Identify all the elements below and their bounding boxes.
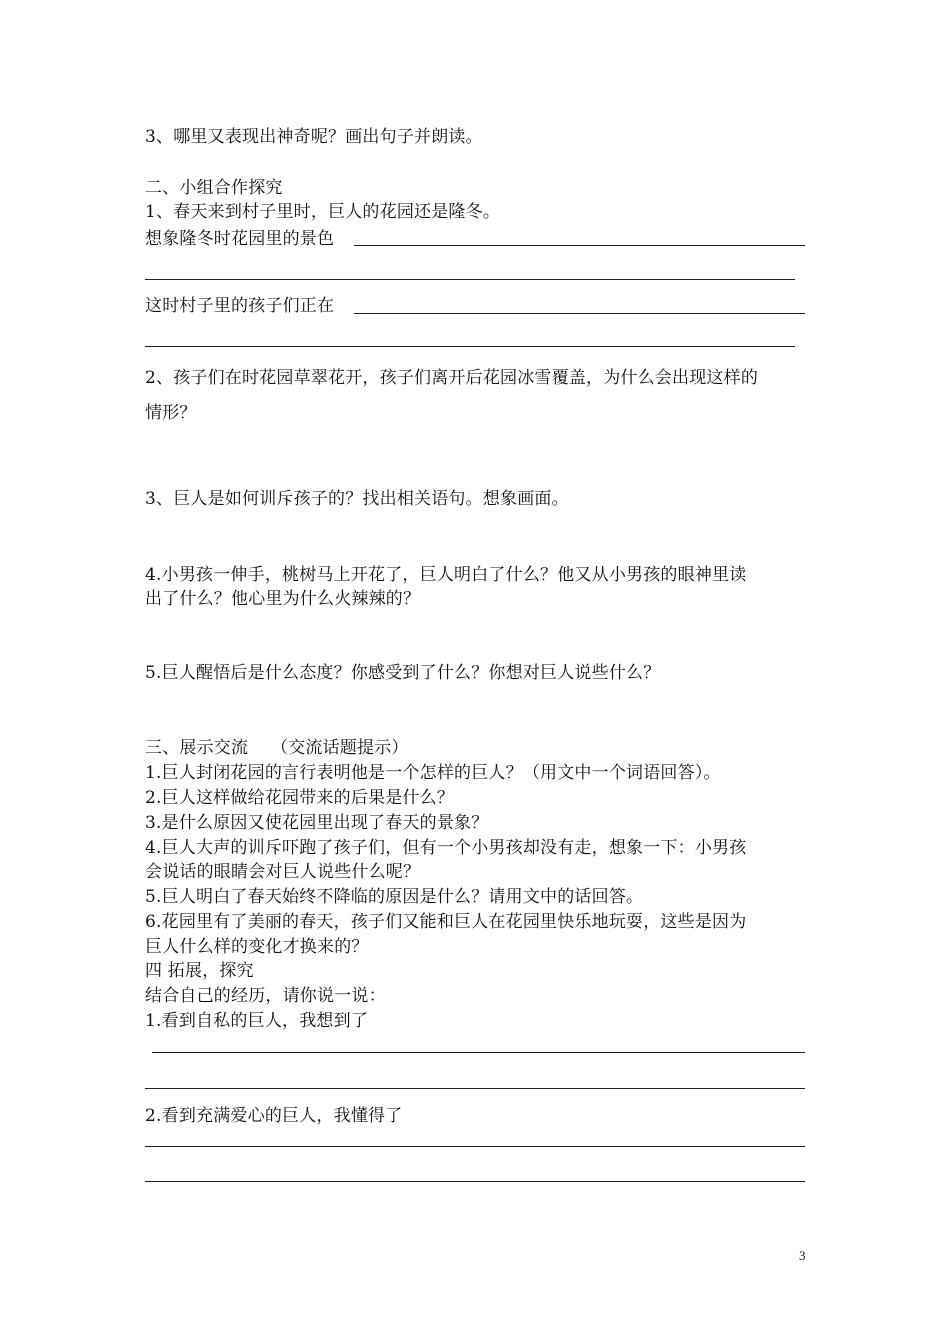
answer-line[interactable]: [145, 1146, 805, 1147]
section-2-question-3: 3、巨人是如何训斥孩子的？找出相关语句。想象画面。: [145, 489, 569, 509]
section-2-question-2-line-2: 情形？: [145, 403, 197, 423]
section-3-item: 会说话的眼睛会对巨人说些什么呢？: [145, 862, 421, 882]
answer-line[interactable]: [354, 313, 805, 314]
section-4-item-2: 2.看到充满爱心的巨人，我懂得了: [145, 1106, 403, 1126]
answer-line[interactable]: [145, 1181, 805, 1182]
section-3-item: 巨人什么样的变化才换来的？: [145, 937, 369, 957]
section-2-question-1: 1、春天来到村子里时，巨人的花园还是隆冬。: [145, 202, 501, 222]
section-3-item: 3.是什么原因又使花园里出现了春天的景象？: [145, 813, 489, 833]
section-2-question-4-line-1: 4.小男孩一伸手，桃树马上开花了，巨人明白了什么？他又从小男孩的眼神里读: [145, 565, 747, 585]
page-number: 3: [799, 1248, 806, 1263]
section-2-heading: 二、小组合作探究: [145, 178, 283, 198]
answer-line[interactable]: [152, 1052, 805, 1053]
section-4-heading: 四 拓展，探究: [145, 961, 254, 981]
question-1-prompt-scenery: 想象隆冬时花园里的景色: [145, 229, 335, 249]
answer-line[interactable]: [145, 1088, 805, 1089]
section-3-item: 2.巨人这样做给花园带来的后果是什么？: [145, 788, 455, 808]
question-1-prompt-children: 这时村子里的孩子们正在: [145, 296, 335, 316]
question-3-miracle: 3、哪里又表现出神奇呢？画出句子并朗读。: [145, 127, 483, 147]
section-3-item: 1.巨人封闭花园的言行表明他是一个怎样的巨人？（用文中一个词语回答）。: [145, 763, 721, 783]
section-2-question-2-line-1: 2、孩子们在时花园草翠花开，孩子们离开后花园冰雪覆盖，为什么会出现这样的: [145, 368, 759, 388]
section-3-heading: 三、展示交流 （交流话题提示）: [145, 738, 409, 758]
section-4-item-1: 1.看到自私的巨人，我想到了: [145, 1011, 369, 1031]
section-3-item: 5.巨人明白了春天始终不降临的原因是什么？请用文中的话回答。: [145, 887, 644, 907]
answer-line[interactable]: [145, 279, 795, 280]
section-3-item: 6.花园里有了美丽的春天，孩子们又能和巨人在花园里快乐地玩耍，这些是因为: [145, 912, 747, 932]
section-4-intro: 结合自己的经历，请你说一说：: [145, 986, 386, 1006]
answer-line[interactable]: [145, 346, 795, 347]
section-2-question-4-line-2: 出了什么？他心里为什么火辣辣的？: [145, 589, 421, 609]
section-2-question-5: 5.巨人醒悟后是什么态度？你感受到了什么？你想对巨人说些什么？: [145, 663, 661, 683]
section-3-item: 4.巨人大声的训斥吓跑了孩子们，但有一个小男孩却没有走，想象一下：小男孩: [145, 838, 747, 858]
answer-line[interactable]: [354, 245, 805, 246]
